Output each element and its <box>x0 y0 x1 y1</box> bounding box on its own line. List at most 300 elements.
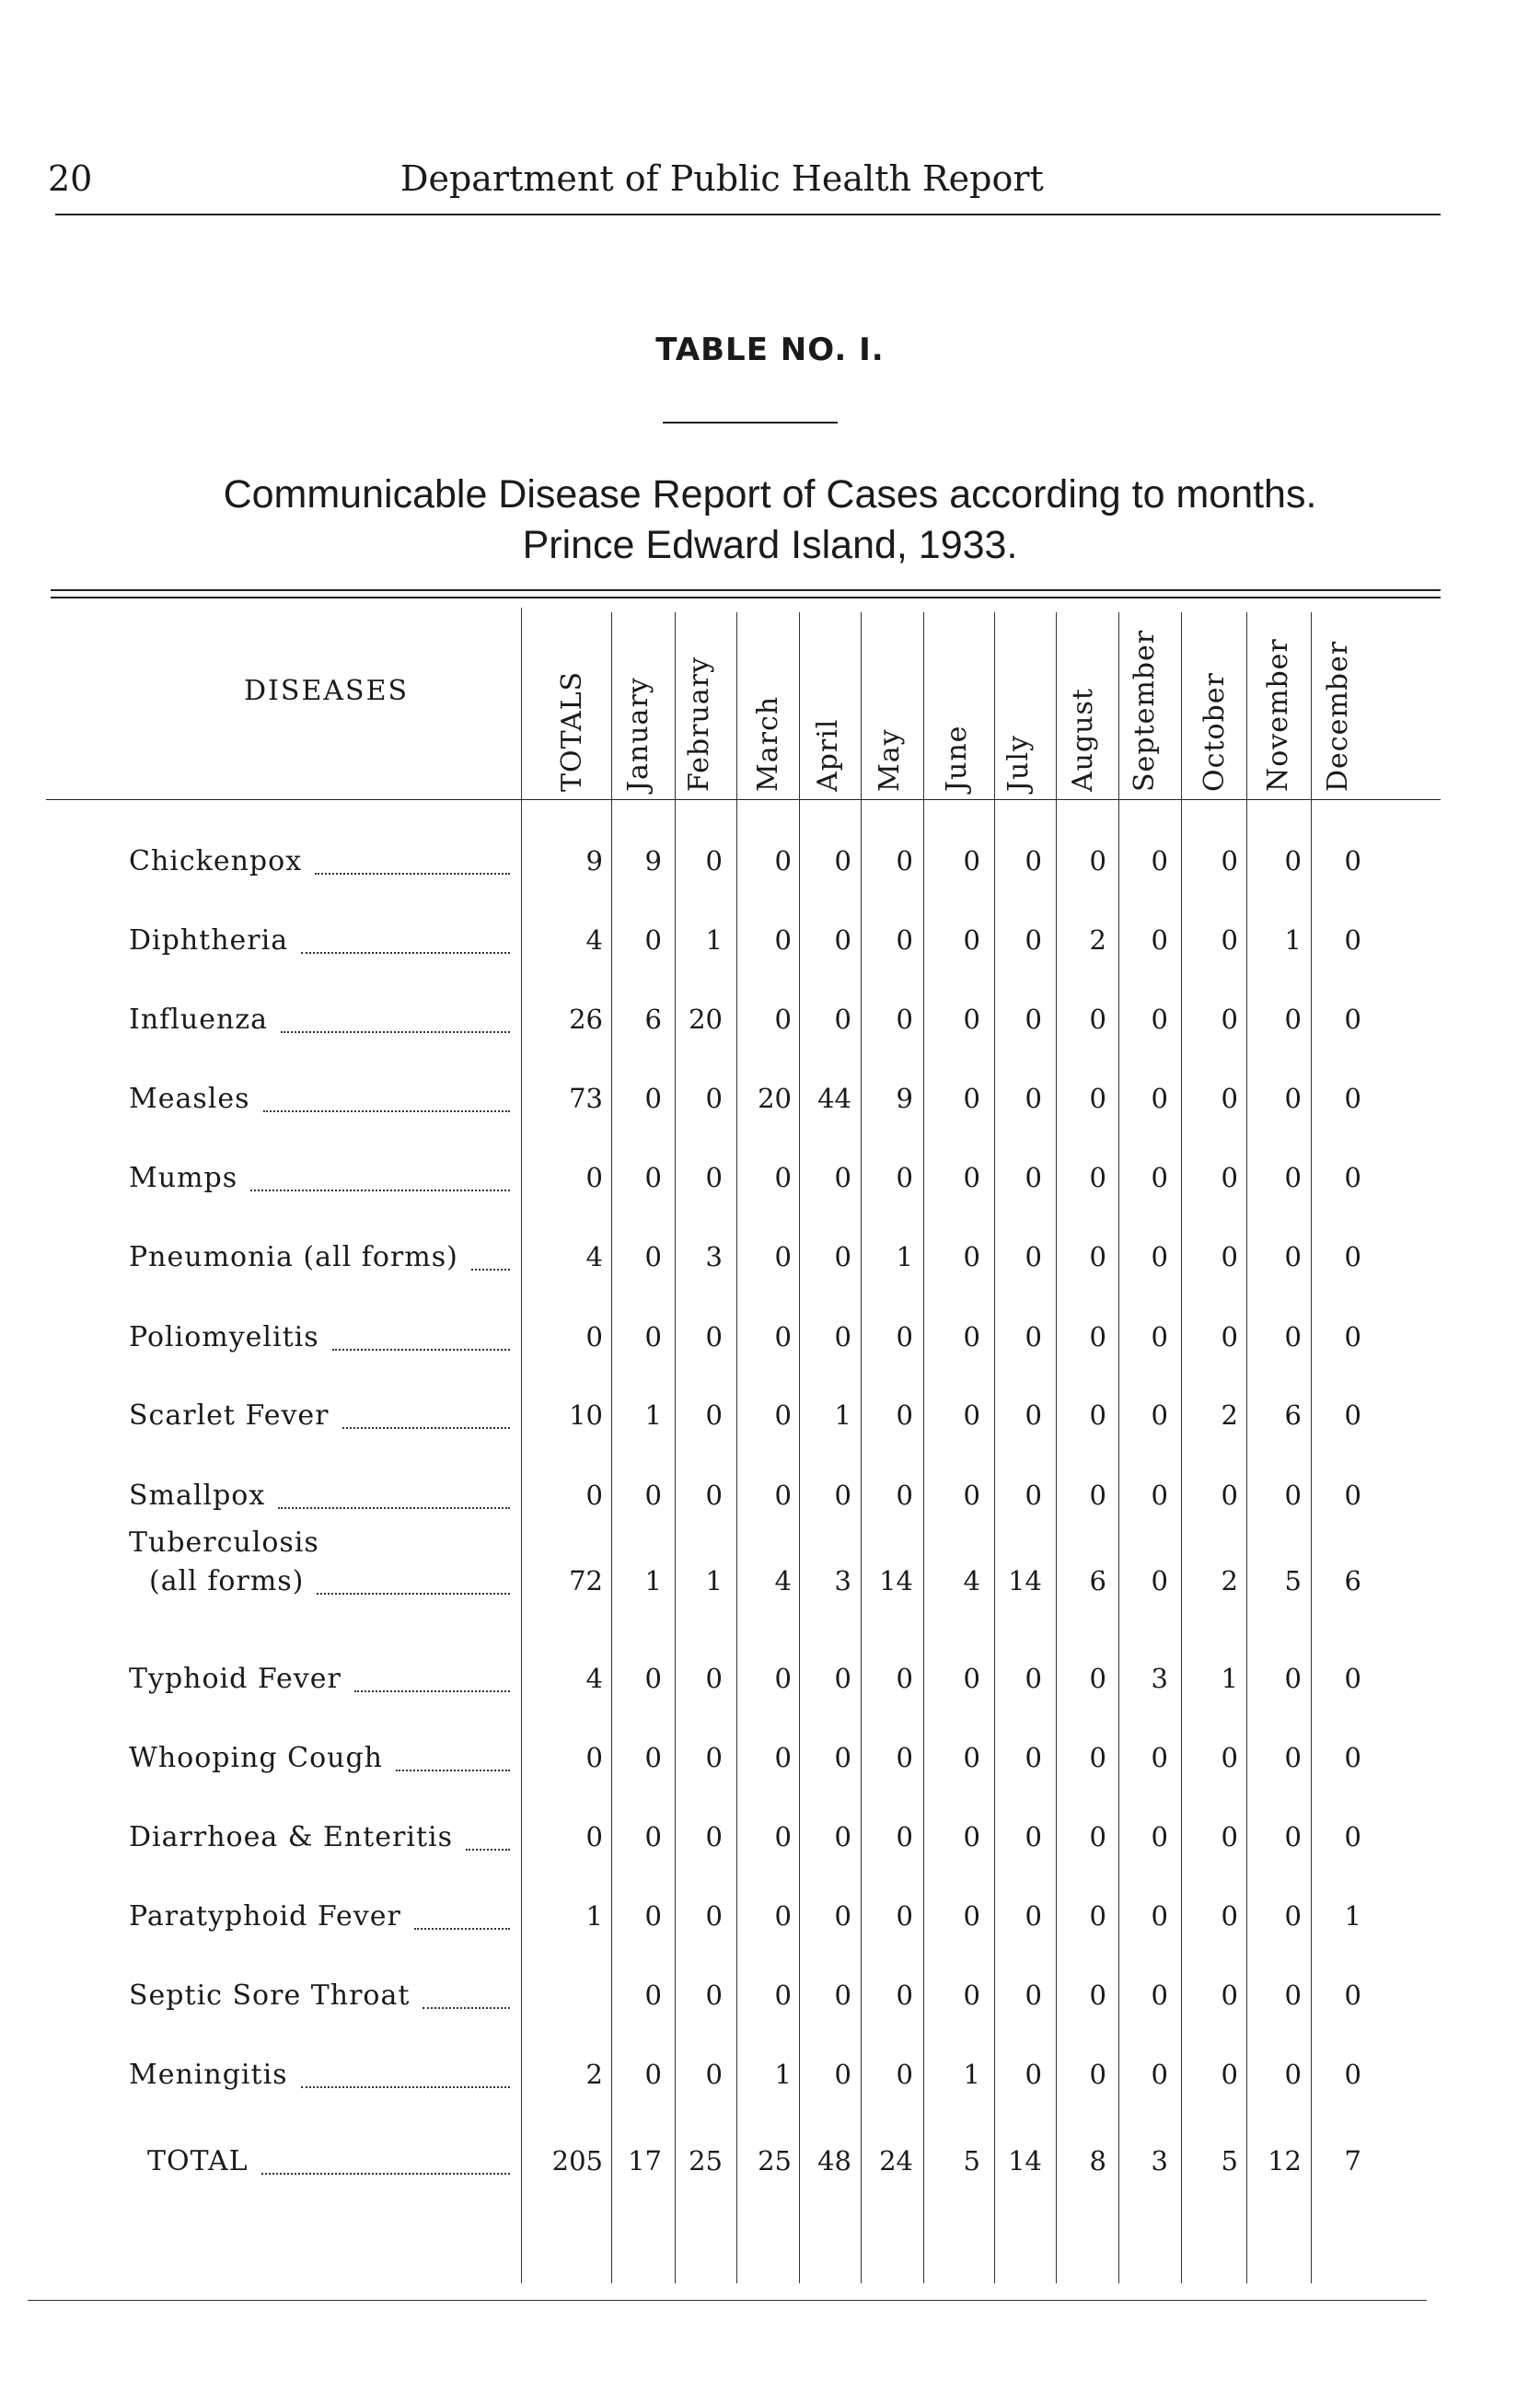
month-cell: 14 <box>1008 2145 1042 2177</box>
month-cell: 0 <box>1089 1979 1106 2011</box>
leader-dots <box>301 952 510 954</box>
month-cell: 0 <box>1089 1241 1106 1272</box>
month-cell: 0 <box>774 1979 792 2011</box>
month-cell: 0 <box>834 1979 851 2011</box>
month-cell: 4 <box>774 1565 792 1596</box>
month-cell: 0 <box>774 1663 792 1694</box>
table-row <box>0 1979 1540 2035</box>
table-subtitle-line1: Communicable Disease Report of Cases according to months. <box>223 472 1317 517</box>
disease-name: Typhoid Fever <box>129 1663 342 1695</box>
leader-dots <box>423 2007 510 2009</box>
month-cell: 6 <box>1284 1399 1302 1431</box>
month-cell: 0 <box>774 1241 792 1272</box>
month-cell: 0 <box>1221 1900 1238 1932</box>
month-cell: 1 <box>1221 1663 1238 1694</box>
leader-dots <box>261 2173 510 2175</box>
month-cell: 1 <box>963 2059 980 2090</box>
month-cell: 0 <box>705 1742 723 1773</box>
month-cell: 0 <box>896 1321 913 1352</box>
column-header-january-label: January <box>622 677 654 792</box>
month-cell: 0 <box>1221 924 1238 956</box>
table-row <box>0 1663 1540 1718</box>
month-cell: 3 <box>1151 2145 1168 2177</box>
month-cell: 0 <box>1151 1321 1168 1352</box>
total-cell: 73 <box>569 1083 603 1114</box>
month-cell: 0 <box>1344 1321 1361 1352</box>
column-header-august-label: August <box>1067 688 1099 792</box>
month-cell: 0 <box>1221 1241 1238 1272</box>
month-cell: 0 <box>1089 2059 1106 2090</box>
month-cell: 0 <box>644 1900 662 1932</box>
month-cell: 0 <box>1344 924 1361 956</box>
month-cell: 0 <box>1151 1162 1168 1193</box>
month-cell: 4 <box>963 1565 980 1596</box>
month-cell: 0 <box>1284 1162 1302 1193</box>
month-cell: 0 <box>1344 1162 1361 1193</box>
total-cell: 0 <box>585 1321 603 1352</box>
table-title: TABLE NO. I. <box>655 331 885 368</box>
total-cell: 4 <box>585 924 603 956</box>
month-cell: 0 <box>963 1321 980 1352</box>
disease-name: Pneumonia (all forms) <box>129 1241 458 1273</box>
column-header-totals <box>548 608 603 792</box>
month-cell: 1 <box>644 1399 662 1431</box>
leader-dots <box>315 873 510 875</box>
total-cell: 0 <box>585 1742 603 1773</box>
disease-name: Septic Sore Throat <box>129 1979 411 2012</box>
month-cell: 0 <box>1151 1821 1168 1852</box>
month-cell: 0 <box>774 1821 792 1852</box>
disease-name: Scarlet Fever <box>129 1399 330 1432</box>
month-cell: 0 <box>705 2059 723 2090</box>
disease-name: Chickenpox <box>129 845 303 877</box>
month-cell: 7 <box>1344 2145 1361 2177</box>
month-cell: 0 <box>896 1480 913 1511</box>
leader-dots <box>471 1269 510 1271</box>
month-cell: 0 <box>1284 1083 1302 1114</box>
month-cell: 0 <box>1284 1663 1302 1694</box>
month-cell: 0 <box>774 1480 792 1511</box>
month-cell: 14 <box>879 1565 913 1596</box>
column-header-april <box>804 608 859 792</box>
table-row <box>0 1004 1540 1059</box>
month-cell: 0 <box>834 1162 851 1193</box>
month-cell: 0 <box>1284 1900 1302 1932</box>
table-row <box>0 1162 1540 1217</box>
month-cell: 0 <box>834 845 851 876</box>
month-cell: 0 <box>774 1004 792 1035</box>
month-cell: 0 <box>644 1480 662 1511</box>
table-subtitle-line2: Prince Edward Island, 1933. <box>522 523 1018 567</box>
month-cell: 0 <box>644 1162 662 1193</box>
month-cell: 0 <box>774 1399 792 1431</box>
table-bottom-rule <box>28 2300 1427 2301</box>
table-row <box>0 845 1540 900</box>
month-cell: 0 <box>1221 1979 1238 2011</box>
month-cell: 0 <box>644 1321 662 1352</box>
month-cell: 0 <box>644 1663 662 1694</box>
month-cell: 0 <box>644 1979 662 2011</box>
column-header-may-label: May <box>874 728 906 792</box>
column-header-january <box>614 608 669 792</box>
month-cell: 0 <box>896 924 913 956</box>
month-cell: 24 <box>879 2145 913 2177</box>
column-header-december <box>1314 608 1369 792</box>
column-header-december-label: December <box>1322 640 1354 792</box>
month-cell: 0 <box>705 1480 723 1511</box>
total-cell: 72 <box>569 1565 603 1596</box>
month-cell: 0 <box>705 1399 723 1431</box>
month-cell: 0 <box>1151 924 1168 956</box>
month-cell: 0 <box>834 1241 851 1272</box>
month-cell: 0 <box>1025 924 1042 956</box>
month-cell: 0 <box>705 845 723 876</box>
column-header-may <box>865 608 921 792</box>
column-header-september-label: September <box>1129 629 1161 792</box>
month-cell: 0 <box>705 1083 723 1114</box>
month-cell: 0 <box>1344 1480 1361 1511</box>
month-cell: 0 <box>1284 1004 1302 1035</box>
month-cell: 0 <box>1151 1480 1168 1511</box>
month-cell: 0 <box>1025 845 1042 876</box>
month-cell: 0 <box>1025 1900 1042 1932</box>
month-cell: 1 <box>644 1565 662 1596</box>
month-cell: 0 <box>1025 1742 1042 1773</box>
page-number: 20 <box>48 158 93 199</box>
total-cell: 9 <box>585 845 603 876</box>
disease-name: Diarrhoea & Enteritis <box>129 1821 454 1853</box>
month-cell: 0 <box>774 845 792 876</box>
month-cell: 0 <box>963 845 980 876</box>
month-cell: 0 <box>1089 1663 1106 1694</box>
leader-dots <box>278 1507 510 1509</box>
month-cell: 0 <box>644 1742 662 1773</box>
leader-dots <box>414 1928 510 1930</box>
total-cell: 4 <box>585 1663 603 1694</box>
month-cell: 0 <box>1344 1742 1361 1773</box>
leader-dots <box>332 1349 510 1351</box>
month-cell: 0 <box>1089 845 1106 876</box>
month-cell: 0 <box>1151 1900 1168 1932</box>
month-cell: 25 <box>758 2145 792 2177</box>
disease-name: Diphtheria <box>129 924 289 957</box>
column-header-february <box>675 608 730 792</box>
column-header-totals-label: TOTALS <box>556 670 588 792</box>
month-cell: 5 <box>963 2145 980 2177</box>
month-cell: 0 <box>963 1241 980 1272</box>
month-cell: 0 <box>774 1321 792 1352</box>
disease-name: Mumps <box>129 1162 238 1194</box>
column-header-march-label: March <box>752 695 784 792</box>
disease-name-line2: (all forms) <box>149 1565 305 1597</box>
disease-name: Paratyphoid Fever <box>129 1900 401 1933</box>
month-cell: 0 <box>896 1004 913 1035</box>
month-cell: 0 <box>1025 1979 1042 2011</box>
month-cell: 0 <box>834 2059 851 2090</box>
table-row <box>0 1241 1540 1296</box>
table-row <box>0 2059 1540 2114</box>
month-cell: 0 <box>1284 1821 1302 1852</box>
month-cell: 0 <box>1089 1900 1106 1932</box>
month-cell: 0 <box>1284 2059 1302 2090</box>
table-row <box>0 1321 1540 1376</box>
disease-name: Tuberculosis <box>129 1527 319 1559</box>
month-cell: 0 <box>1089 1821 1106 1852</box>
disease-name: Poliomyelitis <box>129 1321 319 1353</box>
month-cell: 3 <box>1151 1663 1168 1694</box>
disease-name: Meningitis <box>129 2059 288 2091</box>
month-cell: 25 <box>689 2145 723 2177</box>
month-cell: 0 <box>1344 1821 1361 1852</box>
month-cell: 8 <box>1089 2145 1106 2177</box>
table-row <box>0 1742 1540 1797</box>
month-cell: 0 <box>1344 1399 1361 1431</box>
month-cell: 0 <box>1344 845 1361 876</box>
month-cell: 0 <box>1025 2059 1042 2090</box>
month-cell: 0 <box>644 2059 662 2090</box>
month-cell: 0 <box>1284 1979 1302 2011</box>
leader-dots <box>301 2086 510 2088</box>
month-cell: 0 <box>1221 1742 1238 1773</box>
month-cell: 2 <box>1089 924 1106 956</box>
month-cell: 0 <box>1221 2059 1238 2090</box>
leader-dots <box>281 1031 510 1033</box>
table-top-rule <box>51 589 1441 591</box>
month-cell: 0 <box>834 924 851 956</box>
column-header-august <box>1059 608 1114 792</box>
month-cell: 0 <box>1221 1004 1238 1035</box>
month-cell: 0 <box>1284 845 1302 876</box>
month-cell: 0 <box>644 1241 662 1272</box>
month-cell: 0 <box>1284 1241 1302 1272</box>
month-cell: 0 <box>1151 1004 1168 1035</box>
title-rule <box>663 422 838 424</box>
month-cell: 0 <box>1089 1004 1106 1035</box>
leader-dots <box>466 1849 510 1851</box>
disease-name: Measles <box>129 1083 250 1115</box>
total-cell: 2 <box>585 2059 603 2090</box>
month-cell: 0 <box>1284 1321 1302 1352</box>
leader-dots <box>342 1427 510 1429</box>
month-cell: 17 <box>628 2145 662 2177</box>
month-cell: 0 <box>834 1900 851 1932</box>
month-cell: 0 <box>963 1162 980 1193</box>
disease-name: Influenza <box>129 1004 268 1036</box>
total-cell: 0 <box>585 1480 603 1511</box>
total-cell: 0 <box>585 1162 603 1193</box>
leader-dots <box>317 1593 510 1595</box>
month-cell: 0 <box>963 1004 980 1035</box>
column-header-june-label: June <box>941 725 973 792</box>
month-cell: 0 <box>705 1979 723 2011</box>
month-cell: 0 <box>1089 1480 1106 1511</box>
header-bottom-rule <box>46 799 1441 800</box>
month-cell: 0 <box>774 1742 792 1773</box>
month-cell: 0 <box>705 1162 723 1193</box>
month-cell: 0 <box>1221 1480 1238 1511</box>
disease-name: Whooping Cough <box>129 1742 384 1774</box>
month-cell: 0 <box>644 1821 662 1852</box>
month-cell: 0 <box>644 924 662 956</box>
month-cell: 0 <box>705 1821 723 1852</box>
month-cell: 0 <box>1151 2059 1168 2090</box>
month-cell: 0 <box>774 924 792 956</box>
total-cell: 0 <box>585 1821 603 1852</box>
total-cell: 26 <box>569 1004 603 1035</box>
month-cell: 0 <box>896 1900 913 1932</box>
month-cell: 0 <box>1221 1083 1238 1114</box>
column-header-september <box>1120 608 1175 792</box>
month-cell: 20 <box>758 1083 792 1114</box>
month-cell: 0 <box>834 1742 851 1773</box>
month-cell: 0 <box>705 1321 723 1352</box>
month-cell: 0 <box>834 1321 851 1352</box>
month-cell: 0 <box>834 1663 851 1694</box>
month-cell: 0 <box>1151 1979 1168 2011</box>
month-cell: 1 <box>1284 924 1302 956</box>
month-cell: 0 <box>1089 1083 1106 1114</box>
table-row <box>0 1900 1540 1956</box>
month-cell: 14 <box>1008 1565 1042 1596</box>
month-cell: 0 <box>963 1979 980 2011</box>
month-cell: 5 <box>1221 2145 1238 2177</box>
column-header-october <box>1190 608 1245 792</box>
leader-dots <box>250 1190 510 1191</box>
month-cell: 6 <box>1089 1565 1106 1596</box>
month-cell: 5 <box>1284 1565 1302 1596</box>
month-cell: 2 <box>1221 1399 1238 1431</box>
month-cell: 6 <box>1344 1565 1361 1596</box>
table-row <box>0 924 1540 980</box>
diseases-header: DISEASES <box>244 675 410 707</box>
month-cell: 0 <box>1025 1399 1042 1431</box>
column-header-november-label: November <box>1262 638 1294 792</box>
month-cell: 0 <box>705 1900 723 1932</box>
table-row <box>0 1821 1540 1876</box>
month-cell: 1 <box>896 1241 913 1272</box>
month-cell: 0 <box>1151 845 1168 876</box>
month-cell: 0 <box>963 1399 980 1431</box>
month-cell: 1 <box>1344 1900 1361 1932</box>
header-rule <box>55 214 1441 215</box>
month-cell: 0 <box>774 1162 792 1193</box>
column-header-june <box>932 608 988 792</box>
month-cell: 0 <box>896 845 913 876</box>
month-cell: 0 <box>834 1480 851 1511</box>
month-cell: 0 <box>1221 1321 1238 1352</box>
month-cell: 0 <box>1221 845 1238 876</box>
month-cell: 20 <box>689 1004 723 1035</box>
month-cell: 1 <box>705 1565 723 1596</box>
month-cell: 0 <box>896 2059 913 2090</box>
month-cell: 0 <box>1025 1004 1042 1035</box>
month-cell: 12 <box>1268 2145 1302 2177</box>
total-row <box>0 2145 1540 2200</box>
month-cell: 0 <box>896 1742 913 1773</box>
month-cell: 0 <box>1151 1399 1168 1431</box>
month-cell: 0 <box>834 1004 851 1035</box>
total-cell: 205 <box>551 2145 603 2177</box>
month-cell: 0 <box>1089 1162 1106 1193</box>
table-row <box>0 1399 1540 1455</box>
month-cell: 0 <box>963 1821 980 1852</box>
month-cell: 3 <box>705 1241 723 1272</box>
column-header-march <box>744 608 799 792</box>
month-cell: 0 <box>1025 1321 1042 1352</box>
month-cell: 0 <box>963 1900 980 1932</box>
month-cell: 0 <box>1151 1565 1168 1596</box>
column-header-october-label: October <box>1198 672 1231 792</box>
month-cell: 1 <box>705 924 723 956</box>
month-cell: 0 <box>1344 1979 1361 2011</box>
table-row <box>0 1083 1540 1138</box>
month-cell: 0 <box>1025 1083 1042 1114</box>
total-cell: 4 <box>585 1241 603 1272</box>
month-cell: 0 <box>1221 1162 1238 1193</box>
month-cell: 0 <box>963 1083 980 1114</box>
month-cell: 9 <box>644 845 662 876</box>
disease-name: Smallpox <box>129 1480 266 1512</box>
month-cell: 48 <box>817 2145 851 2177</box>
month-cell: 0 <box>1344 1663 1361 1694</box>
month-cell: 0 <box>896 1979 913 2011</box>
column-header-april-label: April <box>812 718 844 792</box>
month-cell: 0 <box>1284 1480 1302 1511</box>
month-cell: 0 <box>1344 1083 1361 1114</box>
month-cell: 0 <box>1344 1004 1361 1035</box>
month-cell: 0 <box>1284 1742 1302 1773</box>
month-cell: 3 <box>834 1565 851 1596</box>
column-header-november <box>1254 608 1309 792</box>
disease-name: TOTAL <box>147 2145 249 2177</box>
month-cell: 44 <box>817 1083 851 1114</box>
month-cell: 0 <box>1151 1742 1168 1773</box>
month-cell: 9 <box>896 1083 913 1114</box>
column-header-july <box>994 608 1049 792</box>
leader-dots <box>263 1110 510 1112</box>
month-cell: 0 <box>963 1663 980 1694</box>
month-cell: 0 <box>963 1742 980 1773</box>
month-cell: 0 <box>644 1083 662 1114</box>
month-cell: 0 <box>963 924 980 956</box>
total-cell: 10 <box>569 1399 603 1431</box>
leader-dots <box>354 1690 510 1692</box>
month-cell: 0 <box>896 1663 913 1694</box>
month-cell: 0 <box>1025 1663 1042 1694</box>
month-cell: 0 <box>1344 1241 1361 1272</box>
month-cell: 0 <box>1089 1399 1106 1431</box>
table-top-rule-inner <box>51 597 1441 598</box>
column-header-july-label: July <box>1002 735 1035 792</box>
month-cell: 0 <box>1221 1821 1238 1852</box>
month-cell: 0 <box>1089 1742 1106 1773</box>
month-cell: 0 <box>834 1821 851 1852</box>
month-cell: 6 <box>644 1004 662 1035</box>
month-cell: 0 <box>896 1162 913 1193</box>
month-cell: 1 <box>834 1399 851 1431</box>
month-cell: 0 <box>705 1663 723 1694</box>
month-cell: 2 <box>1221 1565 1238 1596</box>
column-header-february-label: February <box>683 656 715 792</box>
month-cell: 0 <box>1025 1162 1042 1193</box>
month-cell: 0 <box>1025 1821 1042 1852</box>
month-cell: 0 <box>1089 1321 1106 1352</box>
leader-dots <box>396 1770 510 1771</box>
month-cell: 0 <box>1025 1241 1042 1272</box>
running-title: Department of Public Health Report <box>400 158 1044 199</box>
month-cell: 0 <box>963 1480 980 1511</box>
table-row <box>0 1527 1540 1620</box>
